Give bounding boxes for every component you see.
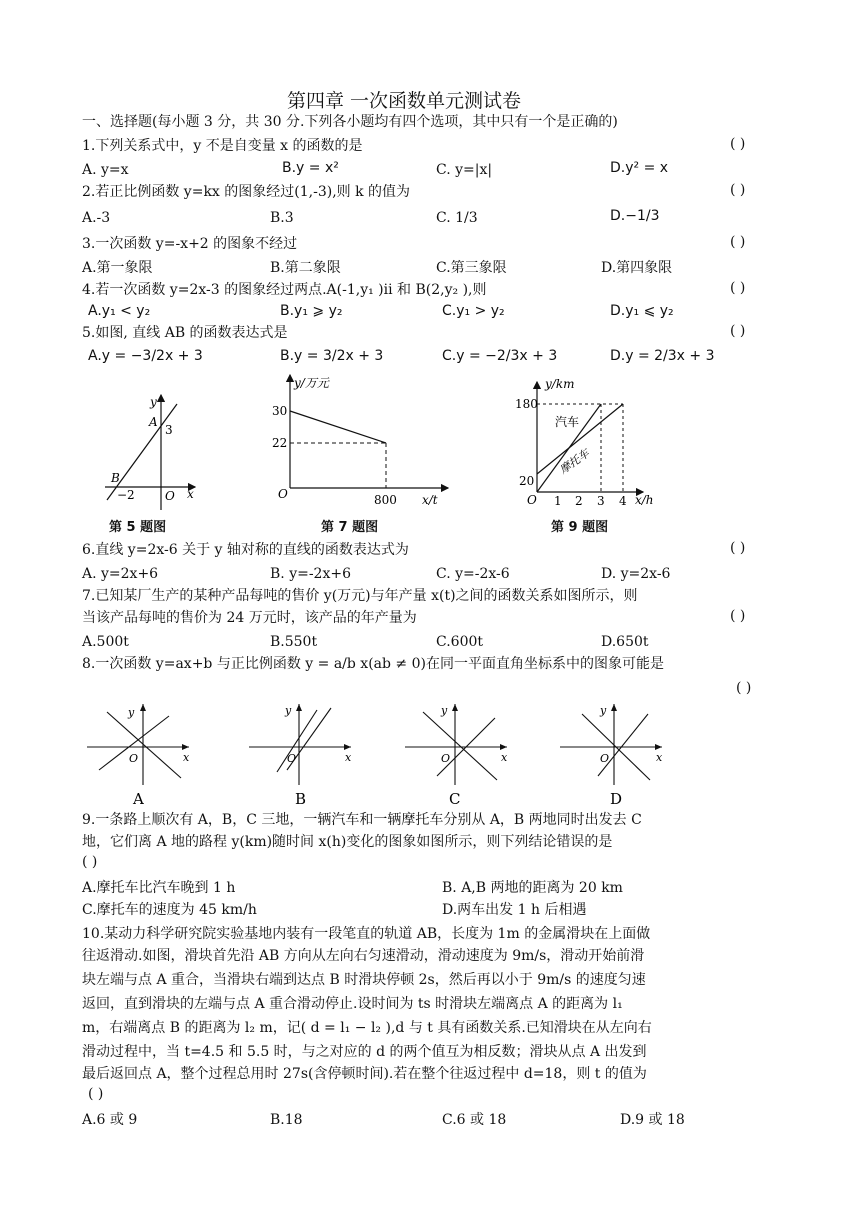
q9-answer-blank: ( ) <box>82 854 98 870</box>
page-title: 第四章 一次函数单元测试卷 <box>287 90 522 112</box>
q10-line: m，右端离点 B 的距离为 l₂ m，记( d = l₁ − l₂ ),d 与 t 具有函数关系.已知滑块在从左向右 <box>82 1020 652 1036</box>
q8-answer-blank: ( ) <box>736 680 752 696</box>
q8-graph-a <box>85 700 195 810</box>
svg-text:O: O <box>600 752 610 765</box>
tick-30: 30 <box>272 404 288 418</box>
svg-text:y: y <box>128 706 135 719</box>
q7-answer-blank: ( ) <box>730 608 746 624</box>
svg-text:y: y <box>600 704 607 717</box>
q8-graph-d <box>558 700 668 810</box>
q10-line: 滑动过程中，当 t=4.5 和 5.5 时，与之对应的 d 的两个值互为相反数；滑块从点 A 出发到 <box>82 1044 647 1060</box>
q10-option-d: D.9 或 18 <box>620 1112 685 1128</box>
svg-text:y: y <box>285 704 292 717</box>
q10-line: 块左端与点 A 重合，当滑块右端到达点 B 时滑块停顿 2s，然后再以小于 9m/s 的速度匀速 <box>82 972 646 988</box>
y-axis-label: y/km <box>545 378 575 391</box>
q4-option-d: D.y₁ ⩽ y₂ <box>610 303 674 319</box>
q2-stem: 2.若正比例函数 y=kx 的图象经过(1,-3),则 k 的值为 <box>82 184 411 200</box>
tick-3: 3 <box>597 494 605 508</box>
q5-option-c: C.y = −2/3x + 3 <box>442 348 558 364</box>
tick-2: 2 <box>575 494 583 508</box>
q3-stem: 3.一次函数 y=-x+2 的图象不经过 <box>82 236 298 252</box>
q9-option-b: B. A,B 两地的距离为 20 km <box>442 880 623 896</box>
figure-7 <box>268 370 458 510</box>
q6-option-c: C. y=-2x-6 <box>436 566 510 582</box>
q8-label-b: B <box>295 790 307 808</box>
svg-text:x: x <box>656 751 663 764</box>
q10-option-a: A.6 或 9 <box>82 1112 138 1128</box>
q1-answer-blank: ( ) <box>730 136 746 152</box>
q8-label-a: A <box>133 790 144 808</box>
x-label: x <box>187 487 194 501</box>
q5-option-a: A.y = −3/2x + 3 <box>88 348 203 364</box>
point-a-label: A <box>149 415 158 429</box>
q5-option-b: B.y = 3/2x + 3 <box>280 348 384 364</box>
tick-800: 800 <box>374 493 397 507</box>
q6-option-b: B. y=-2x+6 <box>270 566 351 582</box>
svg-text:x: x <box>501 751 508 764</box>
svg-text:O: O <box>441 752 451 765</box>
x-axis-label: x/t <box>422 493 438 507</box>
q5-stem: 5.如图, 直线 AB 的函数表达式是 <box>82 325 288 341</box>
line-2 <box>277 710 317 772</box>
q8-graph-c <box>403 700 513 810</box>
q2-option-a: A.-3 <box>82 210 111 226</box>
y-label: y <box>150 395 157 409</box>
q4-option-b: B.y₁ ⩾ y₂ <box>280 303 343 319</box>
tick-180: 180 <box>515 397 538 411</box>
point-b-label: B <box>111 471 120 485</box>
q1-option-b: B.y = x² <box>282 160 339 176</box>
origin-label: O <box>165 489 175 503</box>
x-axis-label: x/h <box>635 493 654 507</box>
q7-option-a: A.500t <box>82 634 129 650</box>
q6-stem: 6.直线 y=2x-6 关于 y 轴对称的直线的函数表达式为 <box>82 542 409 558</box>
q3-option-c: C.第三象限 <box>436 260 507 276</box>
q7-stem-line2: 当该产品每吨的售价为 24 万元时，该产品的年产量为 <box>82 610 417 626</box>
origin-label: O <box>278 487 288 501</box>
q2-option-d: D.−1/3 <box>610 208 660 224</box>
line-2 <box>598 714 648 776</box>
y-axis-label: y/万元 <box>294 376 329 390</box>
intercept-neg2-label: −2 <box>117 488 135 502</box>
svg-text:x: x <box>345 751 352 764</box>
q9-stem-line1: 9.一条路上顺次有 A，B，C 三地，一辆汽车和一辆摩托车分别从 A，B 两地同时出发去 C <box>82 812 642 828</box>
q7-option-b: B.550t <box>270 634 318 650</box>
car-label: 汽车 <box>555 415 580 429</box>
tick-1: 1 <box>554 494 562 508</box>
q1-option-c: C. y=|x| <box>436 162 493 178</box>
q10-line: 最后返回点 A，整个过程总用时 27s(含停顿时间).若在整个往返过程中 d=18，则 t 的值为 <box>82 1066 647 1082</box>
q9-option-a: A.摩托车比汽车晚到 1 h <box>82 880 236 896</box>
q10-line: 返回，直到滑块的左端与点 A 重合滑动停止.设时间为 ts 时滑块左端离点 A 的距离为 l₁ <box>82 996 623 1012</box>
q6-option-a: A. y=2x+6 <box>82 566 159 582</box>
q10-answer-blank: ( ) <box>88 1086 104 1102</box>
q9-option-c: C.摩托车的速度为 45 km/h <box>82 902 257 918</box>
q9-option-d: D.两车出发 1 h 后相遇 <box>442 902 587 918</box>
q8-label-d: D <box>610 790 623 808</box>
q4-option-c: C.y₁ > y₂ <box>442 303 505 319</box>
figure-9 <box>515 378 665 518</box>
q2-answer-blank: ( ) <box>730 182 746 198</box>
q1-option-d: D.y² = x <box>610 160 669 176</box>
line-1 <box>423 712 497 780</box>
q3-option-b: B.第二象限 <box>270 260 341 276</box>
q3-option-d: D.第四象限 <box>601 260 673 276</box>
q7-stem-line1: 7.已知某厂生产的某种产品每吨的售价 y(万元)与年产量 x(t)之间的函数关系如图所示，则 <box>82 588 638 604</box>
q10-option-c: C.6 或 18 <box>442 1112 507 1128</box>
q4-stem: 4.若一次函数 y=2x-3 的图象经过两点.A(-1,y₁ )ⅱ 和 B(2,y₂ ),则 <box>82 282 487 298</box>
figure-5-caption: 第 5 题图 <box>109 520 167 535</box>
q8-graph-b <box>247 700 357 810</box>
line-1 <box>107 712 181 778</box>
svg-text:x: x <box>183 751 190 764</box>
q5-answer-blank: ( ) <box>730 323 746 339</box>
q3-option-a: A.第一象限 <box>82 260 153 276</box>
price-line <box>290 411 386 443</box>
svg-text:y: y <box>441 704 448 717</box>
q1-option-a: A. y=x <box>82 162 129 178</box>
svg-text:O: O <box>129 752 139 765</box>
q7-option-c: C.600t <box>436 634 484 650</box>
tick-20: 20 <box>519 474 535 488</box>
q2-option-c: C. 1/3 <box>436 210 478 226</box>
q8-label-c: C <box>449 790 461 808</box>
q9-stem-line2: 地，它们离 A 地的路程 y(km)随时间 x(h)变化的图象如图所示，则下列结论错误的是 <box>82 834 613 850</box>
section-heading: 一、选择题(每小题 3 分，共 30 分.下列各小题均有四个选项，其中只有一个是正确的) <box>82 114 618 130</box>
q8-stem: 8.一次函数 y=ax+b 与正比例函数 y = a/b x(ab ≠ 0)在同一平面直角坐标系中的图象可能是 <box>82 656 664 672</box>
origin-label: O <box>527 493 537 507</box>
q7-option-d: D.650t <box>601 634 649 650</box>
figure-9-caption: 第 9 题图 <box>551 520 609 535</box>
q1-stem: 1.下列关系式中，y 不是自变量 x 的函数的是 <box>82 138 363 154</box>
q10-line: 10.某动力科学研究院实验基地内装有一段笔直的轨道 AB，长度为 1m 的金属滑块在上面做 <box>82 926 651 942</box>
q5-option-d: D.y = 2/3x + 3 <box>610 348 715 364</box>
q4-option-a: A.y₁ < y₂ <box>88 303 151 319</box>
tick-4: 4 <box>619 494 627 508</box>
motorcycle-label: 摩托车 <box>557 446 592 477</box>
intercept-3-label: 3 <box>165 423 173 437</box>
line-ab <box>107 404 177 500</box>
q2-option-b: B.3 <box>270 210 294 226</box>
figure-7-caption: 第 7 题图 <box>321 520 379 535</box>
q10-line: 往返滑动.如图，滑块首先沿 AB 方向从左向右匀速滑动，滑动速度为 9m/s，滑动开始前滑 <box>82 948 645 964</box>
q6-answer-blank: ( ) <box>730 540 746 556</box>
q3-answer-blank: ( ) <box>730 234 746 250</box>
q10-option-b: B.18 <box>270 1112 303 1128</box>
tick-22: 22 <box>272 436 288 450</box>
q6-option-d: D. y=2x-6 <box>601 566 671 582</box>
q4-answer-blank: ( ) <box>730 280 746 296</box>
svg-text:O: O <box>287 752 297 765</box>
